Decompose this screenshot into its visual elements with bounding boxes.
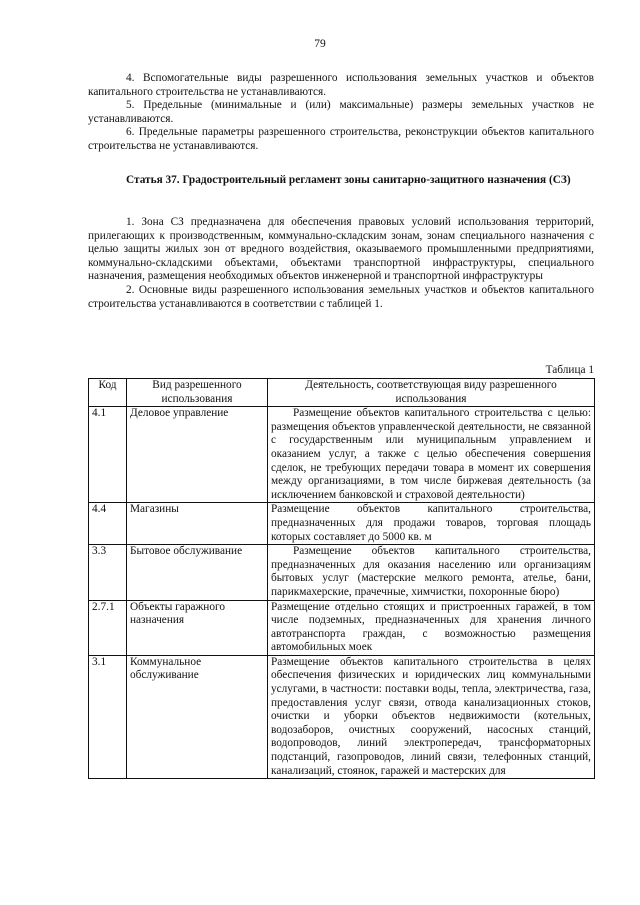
paragraph: 2. Основные виды разрешенного использования земельных участков и объектов капитального строительства устанавливаются в соответствии с таблицей 1.	[88, 283, 594, 310]
land-use-table	[88, 378, 595, 779]
cell-activity: Размещение отдельно стоящих и пристроенных гаражей, в том числе подземных, предназначенных для хранения личного автотранспорта граждан, с возможностью размещения автомобильных моек	[268, 600, 595, 655]
cell-activity: Размещение объектов капитального строительства с целью: размещения объектов управленческой деятельности, не связанной с государственным или муниципальным управлением и оказанием услуг, а также с целью обеспечения совершения сделок, не требующих передачи товара в момент их совершения между организациями, в том числе биржевая деятельность (за исключением банковской и страховой деятельности)	[268, 407, 595, 503]
paragraph: 6. Предельные параметры разрешенного строительства, реконструкции объектов капитального строительства не устанавливаются.	[88, 126, 594, 152]
table-row	[89, 545, 595, 600]
cell-activity: Размещение объектов капитального строительства, предназначенных для оказания населению или организациям бытовых услуг (мастерские мелкого ремонта, ателье, бани, парикмахерские, прачечные, химчистки, похоронные бюро)	[268, 545, 595, 600]
header-activity: Деятельность, соответствующая виду разрешенного использования	[268, 379, 595, 407]
article-heading: Статья 37. Градостроительный регламент зоны санитарно-защитного назначения (СЗ)	[126, 174, 571, 186]
cell-activity: Размещение объектов капитального строительства, предназначенных для продажи товаров, торговая площадь которых составляет до 5000 кв. м	[268, 503, 595, 545]
cell-code: 4.1	[89, 407, 127, 503]
cell-code: 4.4	[89, 503, 127, 545]
page-number: 79	[314, 38, 326, 50]
cell-use-type: Магазины	[127, 503, 268, 545]
table-row	[89, 407, 595, 503]
cell-code: 3.3	[89, 545, 127, 600]
article-paragraphs	[88, 216, 594, 311]
cell-use-type: Объекты гаражного назначения	[127, 600, 268, 655]
paragraph: 4. Вспомогательные виды разрешенного использования земельных участков и объектов капитального строительства не устанавливаются.	[88, 72, 594, 98]
table-row	[89, 600, 595, 655]
cell-code: 2.7.1	[89, 600, 127, 655]
cell-code: 3.1	[89, 655, 127, 778]
table-header-row	[89, 379, 595, 407]
cell-use-type: Деловое управление	[127, 407, 268, 503]
top-paragraphs	[88, 72, 594, 154]
header-use-type: Вид разрешенного использования	[127, 379, 268, 407]
cell-use-type: Бытовое обслуживание	[127, 545, 268, 600]
paragraph: 1. Зона СЗ предназначена для обеспечения правовых условий использования территорий, прилегающих к производственным, коммунально-складским зонам, зонам специального назначения с целью защиты жилых зон от вредного воздействия, оказываемого промышленными предприятиями, коммунально-складскими объектами, объектами транспортной инфраструктуры, специального назначения, размещения необходимых объектов инженерной и транспортной инфраструктуры	[88, 216, 594, 283]
header-code: Код	[89, 379, 127, 407]
table-row	[89, 655, 595, 778]
table-row	[89, 503, 595, 545]
article-heading-block	[88, 174, 594, 188]
paragraph: 5. Предельные (минимальные и (или) максимальные) размеры земельных участков не устанавливаются.	[88, 99, 594, 125]
cell-activity: Размещение объектов капитального строительства в целях обеспечения физических и юридических лиц коммунальными услугами, в частности: поставки воды, тепла, электричества, газа, предоставления услуг связи, отвода канализационных стоков, очистки и уборки объектов недвижимости (котельных, водозаборов, очистных сооружений, насосных станций, водопроводов, линий электропередач, трансформаторных подстанций, газопроводов, линий связи, телефонных станций, канализаций, стоянок, гаражей и мастерских для	[268, 655, 595, 778]
cell-use-type: Коммунальное обслуживание	[127, 655, 268, 778]
table-caption: Таблица 1	[545, 364, 594, 376]
